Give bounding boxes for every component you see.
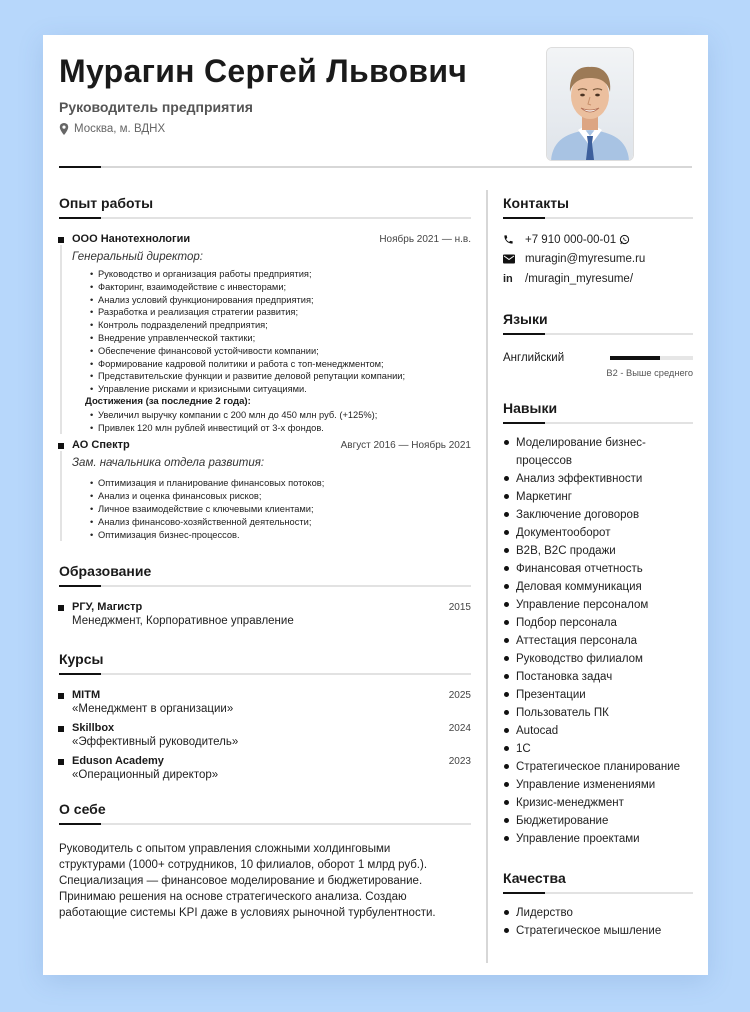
duty-item: • Разработка и реализация стратегии развития; [90, 306, 471, 319]
duty-item: • Руководство и организация работы предприятия; [90, 268, 471, 281]
education-year: 2015 [448, 602, 471, 614]
column-divider [486, 190, 488, 963]
course-entry [59, 722, 471, 748]
about-line: Специализация — финансовое моделирование и бюджетирование. [59, 875, 423, 888]
experience-rule [59, 217, 471, 219]
language-name: Английский [503, 351, 565, 364]
duty-item: • Управление рисками и кризисными ситуациями. [90, 383, 471, 396]
candidate-name: Мурагин Сергей Львович [59, 53, 468, 89]
course-entry [59, 689, 471, 715]
job-company: ООО Нанотехнологии [72, 233, 191, 245]
job-role: Зам. начальника отдела развития: [72, 457, 265, 470]
qualities-section [503, 870, 693, 940]
courses-rule [59, 673, 471, 675]
skills-section [503, 400, 693, 848]
job-duties [72, 477, 471, 541]
skill-item: Моделирование бизнес-процессов [503, 434, 693, 470]
skill-item: Финансовая отчетность [503, 560, 693, 578]
email-icon [503, 254, 515, 264]
skill-item: Пользователь ПК [503, 704, 693, 722]
entry-marker-icon [58, 237, 64, 243]
email-address: muragin@myresume.ru [525, 253, 646, 266]
education-heading: Образование [59, 563, 152, 580]
header-divider-accent [59, 166, 101, 168]
about-section [59, 801, 471, 921]
about-line: структурами (1000+ сотрудников, 10 филиалов, оборот 1 млрд руб.). [59, 859, 428, 872]
qualities-list [503, 904, 693, 940]
achievement-item: • Увеличил выручку компании с 200 млн до 450 млн руб. (+125%); [90, 409, 471, 422]
location-pin-icon [59, 123, 69, 135]
job-period: Ноябрь 2021 — н.в. [379, 234, 471, 245]
language-level: B2 - Выше среднего [606, 367, 693, 378]
contact-email[interactable] [503, 250, 693, 270]
about-line: Руководитель с опытом управления сложными холдинговыми [59, 843, 391, 856]
languages-rule [503, 333, 693, 335]
skill-item: Подбор персонала [503, 614, 693, 632]
experience-heading: Опыт работы [59, 195, 154, 211]
contacts-rule [503, 217, 693, 219]
education-section [59, 563, 471, 627]
job-company: АО Спектр [72, 439, 130, 452]
course-year: 2023 [448, 756, 471, 768]
skills-heading: Навыки [503, 399, 558, 416]
job-duties [72, 268, 471, 396]
skill-item: 1C [503, 740, 693, 758]
achievements-list [72, 409, 471, 435]
skill-item: B2B, B2C продажи [503, 542, 693, 560]
skill-item: Заключение договоров [503, 506, 693, 524]
contacts-heading: Контакты [503, 195, 570, 211]
qualities-rule [503, 892, 693, 894]
linkedin-handle: /muragin_myresume/ [525, 272, 634, 285]
header-divider [59, 166, 692, 168]
skill-item: Стратегическое планирование [503, 758, 693, 776]
skill-item: Управление проектами [503, 830, 693, 848]
education-entry [59, 601, 471, 627]
skill-item: Анализ эффективности [503, 470, 693, 488]
language-level-bar [610, 356, 693, 360]
phone-number: +7 910 000-00-01 [525, 233, 617, 246]
course-year: 2025 [448, 690, 471, 702]
duty-item: • Личное взаимодействие с ключевыми клиентами; [90, 503, 471, 516]
desired-position: Руководитель предприятия [59, 99, 253, 115]
skill-item: Аттестация персонала [503, 632, 693, 650]
entry-marker-icon [58, 759, 64, 765]
sidebar-column [503, 195, 693, 940]
job-entry [59, 439, 471, 541]
duty-item: • Внедрение управленческой тактики; [90, 332, 471, 345]
language-level-fill [610, 356, 660, 360]
experience-section [59, 195, 471, 541]
location [59, 123, 165, 135]
course-org: MITM [72, 689, 101, 702]
timeline-line [60, 245, 62, 434]
entry-marker-icon [58, 726, 64, 732]
duty-item: • Представительские функции и развитие деловой репутации компании; [90, 370, 471, 383]
duty-item: • Формирование кадровой политики и работа с топ-менеджментом; [90, 358, 471, 371]
education-detail: Менеджмент, Корпоративное управление [72, 615, 294, 628]
languages-section [503, 311, 693, 378]
education-school: РГУ, Магистр [72, 601, 143, 614]
skill-item: Постановка задач [503, 668, 693, 686]
skill-item: Управление персоналом [503, 596, 693, 614]
course-entry [59, 755, 471, 781]
duty-item: • Контроль подразделений предприятия; [90, 319, 471, 332]
linkedin-icon: in [503, 272, 513, 285]
skill-item: Презентации [503, 686, 693, 704]
skills-list [503, 434, 693, 848]
main-column [59, 195, 471, 921]
achievement-item: • Привлек 120 млн рублей инвестиций от 3-х фондов. [90, 422, 471, 435]
achievements-title: Достижения (за последние 2 года): [85, 395, 251, 407]
qualities-heading: Качества [503, 869, 566, 886]
duty-item: • Анализ условий функционирования предприятия; [90, 294, 471, 307]
skill-item: Документооборот [503, 524, 693, 542]
about-text [59, 841, 471, 921]
contact-phone[interactable] [503, 230, 693, 250]
quality-item: Стратегическое мышление [503, 922, 693, 940]
skill-item: Управление изменениями [503, 776, 693, 794]
resume-page [43, 35, 708, 975]
skill-item: Деловая коммуникация [503, 578, 693, 596]
languages-heading: Языки [503, 310, 548, 327]
entry-marker-icon [58, 443, 64, 449]
course-org: Eduson Academy [72, 755, 164, 768]
duty-item: • Факторинг, взаимодействие с инвесторами; [90, 281, 471, 294]
skill-item: Autocad [503, 722, 693, 740]
education-rule [59, 585, 471, 587]
job-role: Генеральный директор: [72, 251, 203, 263]
courses-heading: Курсы [59, 651, 104, 668]
duty-item: • Анализ финансово-хозяйственной деятельности; [90, 516, 471, 529]
profile-photo [546, 47, 634, 161]
skill-item: Руководство филиалом [503, 650, 693, 668]
skill-item: Бюджетирование [503, 812, 693, 830]
course-org: Skillbox [72, 722, 115, 735]
courses-section [59, 651, 471, 781]
duty-item: • Анализ и оценка финансовых рисков; [90, 490, 471, 503]
course-name: «Эффективный руководитель» [72, 736, 239, 749]
course-name: «Менеджмент в организации» [72, 703, 234, 716]
job-entry [59, 233, 471, 434]
language-item [503, 352, 693, 378]
whatsapp-icon [619, 234, 630, 245]
timeline-line [60, 451, 62, 541]
quality-item: Лидерство [503, 904, 693, 922]
about-rule [59, 823, 471, 825]
skills-rule [503, 422, 693, 424]
about-heading: О себе [59, 801, 106, 818]
about-line: работающие системы KPI даже в условиях рыночной турбулентности. [59, 907, 436, 920]
course-name: «Операционный директор» [72, 769, 219, 782]
skill-item: Кризис-менеджмент [503, 794, 693, 812]
duty-item: • Оптимизация и планирование финансовых потоков; [90, 477, 471, 490]
course-year: 2024 [448, 723, 471, 735]
entry-marker-icon [58, 605, 64, 611]
duty-item: • Обеспечение финансовой устойчивости компании; [90, 345, 471, 358]
duty-item: • Оптимизация бизнес-процессов. [90, 529, 471, 542]
job-period: Август 2016 — Ноябрь 2021 [340, 440, 471, 452]
entry-marker-icon [58, 693, 64, 699]
contacts-section [503, 195, 693, 289]
contact-linkedin[interactable] [503, 269, 693, 289]
phone-icon [503, 234, 514, 245]
about-line: Принимаю решения на основе стратегического анализа. Создаю [59, 891, 407, 904]
location-text: Москва, м. ВДНХ [74, 123, 166, 135]
skill-item: Маркетинг [503, 488, 693, 506]
